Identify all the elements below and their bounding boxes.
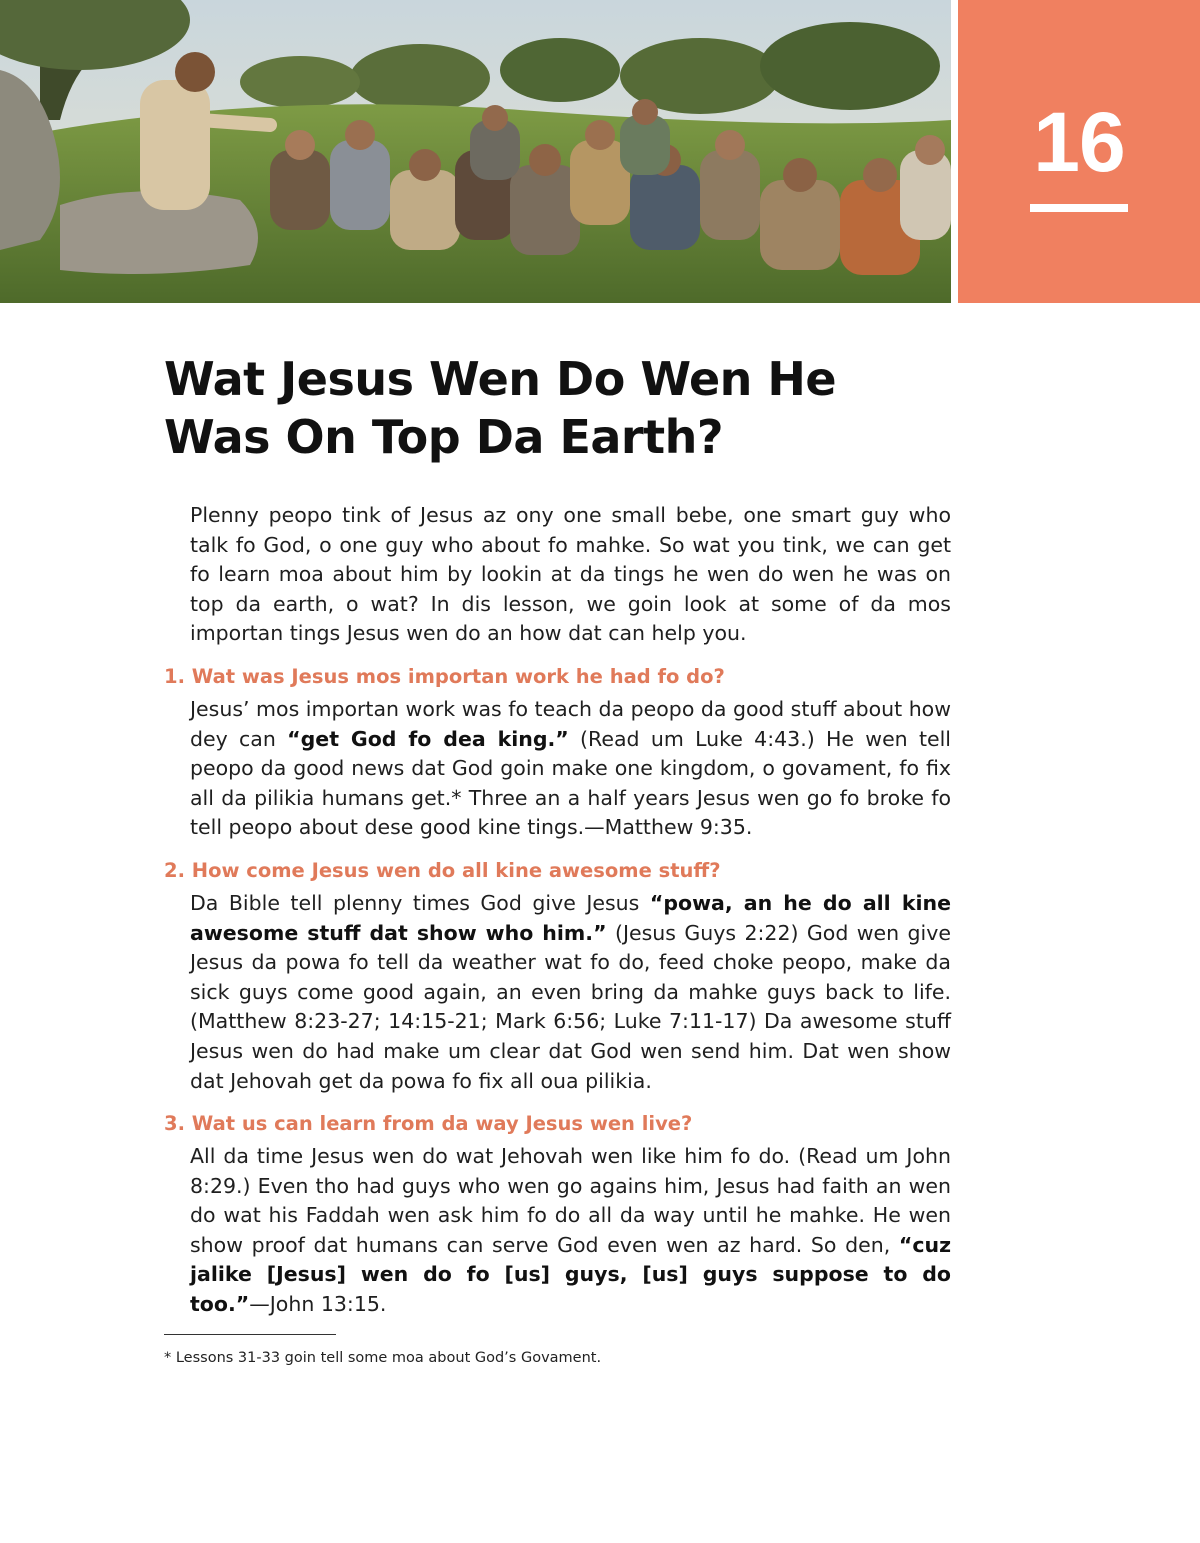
title-line-2: Was On Top Da Earth? <box>164 410 724 464</box>
lesson-number: 16 <box>1033 95 1125 189</box>
answer-2-quote: “powa, an he do all kine awesome stuff dat show who him.” <box>190 890 951 945</box>
answer-1-paragraph <box>190 695 951 843</box>
answer-3-quote: “cuz jalike [Jesus] wen do fo [us] guys, [us] guys suppose to do too.” <box>190 1232 951 1317</box>
answer-1-text-a: Jesus’ mos importan work was fo teach da peopo da good stuff about how dey can <box>190 696 951 751</box>
answer-3-text-b: —John 13:15. <box>249 1292 387 1317</box>
answer-2-text-b: (Jesus Guys 2:22) God wen give Jesus da powa fo tell da weather wat fo do, feed choke peopo, make da sick guys come good again, an even bring da mahke guys back to life. (Matthew 8:23-27; 14:15-21; Mark 6:56; Luke 7:11-17) Da awesome stuff Jesus wen do had make um clear dat God wen send him. Dat wen show dat Jehovah get da powa fo fix all oua pilikia. <box>190 920 951 1093</box>
lesson-content <box>164 501 951 1320</box>
question-3-heading: 3. Wat us can learn from da way Jesus wen live? <box>164 1112 693 1136</box>
hero-image <box>0 0 951 303</box>
intro-paragraph: Plenny peopo tink of Jesus az ony one small bebe, one smart guy who talk fo God, o one guy who about fo mahke. So wat you tink, we can get fo learn moa about him by lookin at da tings he wen do wen he was on top da earth, o wat? In dis lesson, we goin look at some of da mos importan tings Jesus wen do an how dat can help you. <box>190 503 951 646</box>
answer-1-text-b: (Read um Luke 4:43.) He wen tell peopo da good news dat God goin make one kingdom, o govament, fo fix all da pilikia humans get.* Three an a half years Jesus wen go fo broke fo tell peopo about dese good kine tings.—Matthew 9:35. <box>190 726 951 840</box>
footnote: * Lessons 31-33 goin tell some moa about God’s Govament. <box>164 1350 602 1366</box>
answer-3-text-a: All da time Jesus wen do wat Jehovah wen like him fo do. (Read um John 8:29.) Even tho had guys who wen go agains him, Jesus had faith an wen do wat his Faddah wen ask him fo do all da way until he mahke. He wen show proof dat humans can serve God even wen az hard. So den, <box>190 1144 951 1257</box>
title-line-1: Wat Jesus Wen Do Wen He <box>164 352 837 406</box>
footnote-divider <box>164 1334 336 1335</box>
answer-1-quote: “get God fo dea king.” <box>287 726 569 751</box>
answer-2-text-a: Da Bible tell plenny times God give Jesus <box>190 890 650 915</box>
lesson-number-underline <box>1030 204 1128 212</box>
answer-2-paragraph <box>190 889 951 1096</box>
answer-3-paragraph <box>190 1142 951 1320</box>
page-title <box>164 350 924 466</box>
question-2-heading: 2. How come Jesus wen do all kine awesome stuff? <box>164 858 721 882</box>
crowd-on-hillside-illustration <box>0 0 951 303</box>
lesson-number-panel <box>958 0 1200 303</box>
question-1-heading: 1. Wat was Jesus mos importan work he had fo do? <box>164 664 725 688</box>
